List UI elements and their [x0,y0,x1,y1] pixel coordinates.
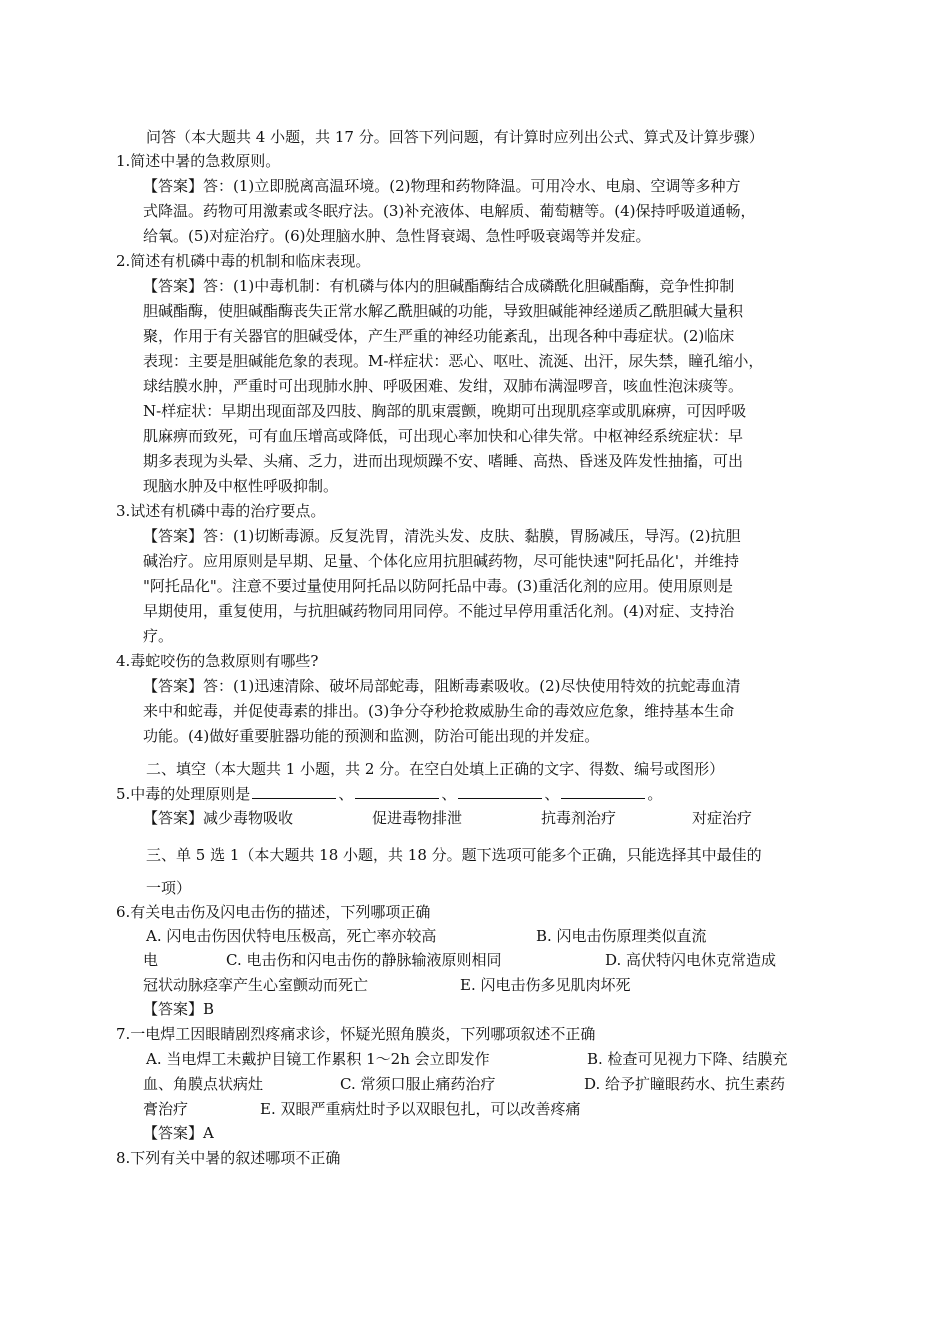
blank-field [561,784,645,799]
question-5 [116,784,662,806]
answer-line: 【答案】答：(1)中毒机制：有机磷与体内的胆碱酯酶结合成磷酰化胆碱酯酶，竞争性抑制 [143,277,735,295]
section-header: 三、单 5 选 1（本大题共 18 小题，共 18 分。题下选项可能多个正确，只能选择其中最佳的 [146,846,762,864]
question-8: 8.下列有关中暑的叙述哪项不正确 [116,1149,341,1167]
answer-line: 功能。(4)做好重要脏器功能的预测和监测，防治可能出现的并发症。 [143,727,600,745]
question-3: 3.试述有机磷中毒的治疗要点。 [116,502,326,520]
answer-line: 【答案】答：(1)迅速清除、破坏局部蛇毒，阻断毒素吸收。(2)尽快使用特效的抗蛇毒血清 [143,677,741,695]
option-b-cont: 电 [143,951,159,969]
blank-field [355,784,439,799]
answer-line: 【答案】答：(1)立即脱离高温环境。(2)物理和药物降温。可用冷水、电扇、空调等多种方 [143,177,741,195]
answer-line: 给氧。(5)对症治疗。(6)处理脑水肿、急性肾衰竭、急性呼吸衰竭等并发症。 [143,227,651,245]
answer-line: 胆碱酯酶，使胆碱酯酶丧失正常水解乙酰胆碱的功能，导致胆碱能神经递质乙酰胆碱大量积 [143,302,744,320]
answer-line: 表现：主要是胆碱能危象的表现。M-样症状：恶心、呕吐、流涎、出汗，尿失禁，瞳孔缩小， [143,352,764,370]
answer-line: N-样症状：早期出现面部及四肢、胸部的肌束震颤，晚期可出现肌痉挛或肌麻痹，可因呼吸 [143,402,747,420]
question-1: 1.简述中暑的急救原则。 [116,152,281,170]
answer-line: 期多表现为头晕、头痛、乏力，进而出现烦躁不安、嗜睡、高热、昏迷及阵发性抽搐，可出 [143,452,744,470]
option-b: B. 闪电击伤原理类似直流 [536,927,707,945]
answer-line: 聚，作用于有关器官的胆碱受体，产生严重的神经功能紊乱，出现各种中毒症状。(2)临床 [143,327,735,345]
option-d: D. 高伏特闪电休克常造成 [605,951,777,969]
separator: 、 [338,785,354,803]
answer-key: 【答案】A [143,1124,214,1142]
answer-item: 抗毒剂治疗 [541,809,617,827]
separator: 、 [544,785,560,803]
option-a: A. 当电焊工未戴护目镜工作累积 1～2h 会立即发作 [146,1050,490,1068]
option-d: D. 给予扩瞳眼药水、抗生素药 [584,1075,786,1093]
blank-field [458,784,542,799]
option-b: B. 检查可见视力下降、结膜充 [587,1050,788,1068]
question-7: 7.一电焊工因眼睛剧烈疼痛求诊，怀疑光照角膜炎，下列哪项叙述不正确 [116,1025,596,1043]
answer-line: 式降温。药物可用激素或冬眠疗法。(3)补充液体、电解质、葡萄糖等。(4)保持呼吸道通畅， [143,202,756,220]
option-b-cont: 血、角膜点状病灶 [143,1075,264,1093]
option-c: C. 常须口服止痛药治疗 [340,1075,496,1093]
answer-line: "阿托品化"。注意不要过量使用阿托品以防阿托品中毒。(3)重活化剂的应用。使用原则是 [143,577,734,595]
answer-item: 减少毒物吸收 [203,809,294,827]
answer-line: 【答案】答：(1)切断毒源。反复洗胃，清洗头发、皮肤、黏膜，胃肠减压，导泻。(2)抗胆 [143,527,741,545]
option-e: E. 闪电击伤多见肌肉坏死 [460,976,631,994]
answer-label: 【答案】 [143,809,204,827]
answer-line: 早期使用，重复使用，与抗胆碱药物同用同停。不能过早停用重活化剂。(4)对症、支持治 [143,602,735,620]
section-header: 问答（本大题共 4 小题，共 17 分。回答下列问题，有计算时应列出公式、算式及计算步骤） [146,128,764,146]
option-d-cont: 冠状动脉痉挛产生心室颤动而死亡 [143,976,369,994]
question-5-prefix: 5.中毒的处理原则是 [116,785,251,803]
answer-row [143,808,293,830]
option-e: E. 双眼严重病灶时予以双眼包扎，可以改善疼痛 [260,1100,581,1118]
section-header: 二、填空（本大题共 1 小题，共 2 分。在空白处填上正确的文字、得数、编号或图形） [146,760,725,778]
question-6: 6.有关电击伤及闪电击伤的描述，下列哪项正确 [116,903,431,921]
answer-line: 肌麻痹而致死，可有血压增高或降低，可出现心率加快和心律失常。中枢神经系统症状：早 [143,427,744,445]
answer-key: 【答案】B [143,1000,215,1018]
answer-line: 来中和蛇毒，并促使毒素的排出。(3)争分夺秒抢救威胁生命的毒效应危象，维持基本生命 [143,702,735,720]
question-4: 4.毒蛇咬伤的急救原则有哪些? [116,652,319,670]
answer-line: 球结膜水肿，严重时可出现肺水肿、呼吸困难、发绀，双肺布满湿啰音，咳血性泡沫痰等。 [143,377,744,395]
answer-line: 碱治疗。应用原则是早期、足量、个体化应用抗胆碱药物，尽可能快速"阿托品化'，并维持 [143,552,740,570]
terminator: 。 [647,785,663,803]
separator: 、 [441,785,457,803]
answer-item: 促进毒物排泄 [372,809,463,827]
answer-line: 疗。 [143,627,174,645]
answer-item: 对症治疗 [692,809,753,827]
section-header-cont: 一项） [146,879,192,897]
option-d-cont: 膏治疗 [143,1100,189,1118]
answer-line: 现脑水肿及中枢性呼吸抑制。 [143,477,339,495]
question-2: 2.简述有机磷中毒的机制和临床表现。 [116,252,371,270]
option-a: A. 闪电击伤因伏特电压极高，死亡率亦较高 [146,927,437,945]
blank-field [252,784,336,799]
option-c: C. 电击伤和闪电击伤的静脉输液原则相同 [226,951,502,969]
